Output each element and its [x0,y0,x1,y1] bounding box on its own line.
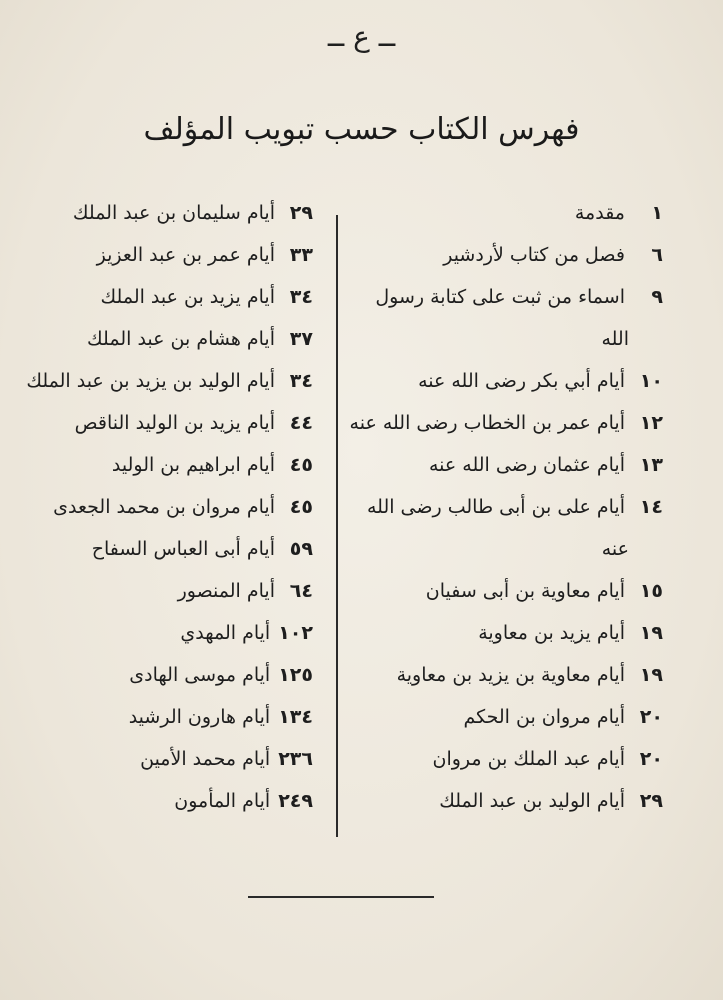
index-entry [13,780,313,822]
entry-page-number: ٤٥ [289,454,313,476]
entry-page-number: ٣٣ [289,244,313,266]
index-entry [13,528,313,570]
index-entry [13,192,313,234]
index-entry [13,234,313,276]
entry-page-number: ١٩ [639,622,663,644]
entry-title: أيام الوليد بن عبد الملك [439,790,625,812]
index-entry [13,444,313,486]
entry-title: أيام ابراهيم بن الوليد [111,454,275,476]
entry-title: اسماء من ثبت على كتابة رسول [375,286,625,308]
entry-title: أيام موسى الهادى [129,664,271,686]
entry-title: أيام عمر بن عبد العزيز [96,244,275,266]
entry-title: أيام المأمون [174,790,271,812]
entry-title: أيام المهدي [180,622,271,644]
entry-page-number: ٢٣٦ [278,748,313,770]
index-entry [13,612,313,654]
entry-page-number: ٦ [651,244,663,266]
entry-page-number: ٢٩ [289,202,313,224]
entry-page-number: ١٩ [639,664,663,686]
entry-title: أيام هارون الرشيد [128,706,271,728]
entry-page-number: ٣٤ [289,286,313,308]
index-entry [363,318,663,360]
index-column-left [13,192,313,822]
index-entry [363,696,663,738]
entry-title: مقدمة [574,202,625,224]
entry-title: أيام سليمان بن عبد الملك [72,202,275,224]
entry-title: أيام يزيد بن الوليد الناقص [74,412,275,434]
index-entry [363,276,663,318]
index-entry [363,612,663,654]
index-entry [13,738,313,780]
index-entry [363,444,663,486]
index-entry [13,486,313,528]
bottom-rule [248,896,434,898]
index-entry [363,780,663,822]
entry-title: أيام عبد الملك بن مروان [432,748,625,770]
entry-title: أيام مروان بن الحكم [463,706,625,728]
entry-page-number: ١٢ [639,412,663,434]
index-entry [13,360,313,402]
entry-page-number: ١ [651,202,663,224]
index-column-right [349,192,663,822]
entry-title: أيام الوليد بن يزيد بن عبد الملك [26,370,275,392]
entry-title: الله [601,328,629,350]
entry-title: فصل من كتاب لأردشير [443,244,625,266]
entry-page-number: ٢٤٩ [278,790,313,812]
index-entry [363,738,663,780]
index-entry [363,654,663,696]
entry-page-number: ١٣ [639,454,663,476]
entry-title: أيام أبي بكر رضى الله عنه [418,370,625,392]
entry-page-number: ١٢٥ [278,664,313,686]
entry-page-number: ٢٩ [639,790,663,812]
entry-title: أيام هشام بن عبد الملك [87,328,275,350]
entry-page-number: ١٠ [639,370,663,392]
entry-title: أيام على بن أبى طالب رضى الله [366,496,625,518]
index-entry [13,318,313,360]
entry-page-number: ٤٥ [289,496,313,518]
index-entry [363,192,663,234]
entry-page-number: ٩ [651,286,663,308]
entry-title: أيام يزيد بن معاوية [478,622,625,644]
index-entry [349,402,663,444]
entry-title: أيام يزيد بن عبد الملك [100,286,275,308]
index-entry [13,276,313,318]
entry-page-number: ٢٠ [639,748,663,770]
index-entry [13,402,313,444]
entry-page-number: ٣٤ [289,370,313,392]
entry-page-number: ٦٤ [289,580,313,602]
page-number: ــ ع ــ [327,20,396,53]
entry-page-number: ٤٤ [289,412,313,434]
entry-page-number: ٣٧ [289,328,313,350]
column-divider [336,215,338,837]
index-entry [13,654,313,696]
index-entry [363,486,663,528]
index-entry [363,528,663,570]
entry-page-number: ٥٩ [289,538,313,560]
entry-page-number: ١٣٤ [278,706,313,728]
entry-page-number: ١٤ [639,496,663,518]
entry-title: أيام المنصور [177,580,275,602]
index-entry [13,696,313,738]
entry-title: أيام عمر بن الخطاب رضى الله عنه [349,412,625,434]
entry-page-number: ١٠٢ [278,622,313,644]
entry-title: عنه [601,538,629,560]
entry-title: أيام عثمان رضى الله عنه [428,454,625,476]
entry-page-number: ٢٠ [639,706,663,728]
entry-title: أيام معاوية بن أبى سفيان [425,580,625,602]
entry-title: أيام أبى العباس السفاح [91,538,275,560]
index-entry [363,234,663,276]
entry-page-number: ١٥ [639,580,663,602]
index-title: فهرس الكتاب حسب تبويب المؤلف [143,112,580,147]
index-entry [363,570,663,612]
entry-title: أيام محمد الأمين [140,748,271,770]
entry-title: أيام معاوية بن يزيد بن معاوية [396,664,625,686]
index-entry [363,360,663,402]
index-entry [13,570,313,612]
entry-title: أيام مروان بن محمد الجعدى [53,496,275,518]
